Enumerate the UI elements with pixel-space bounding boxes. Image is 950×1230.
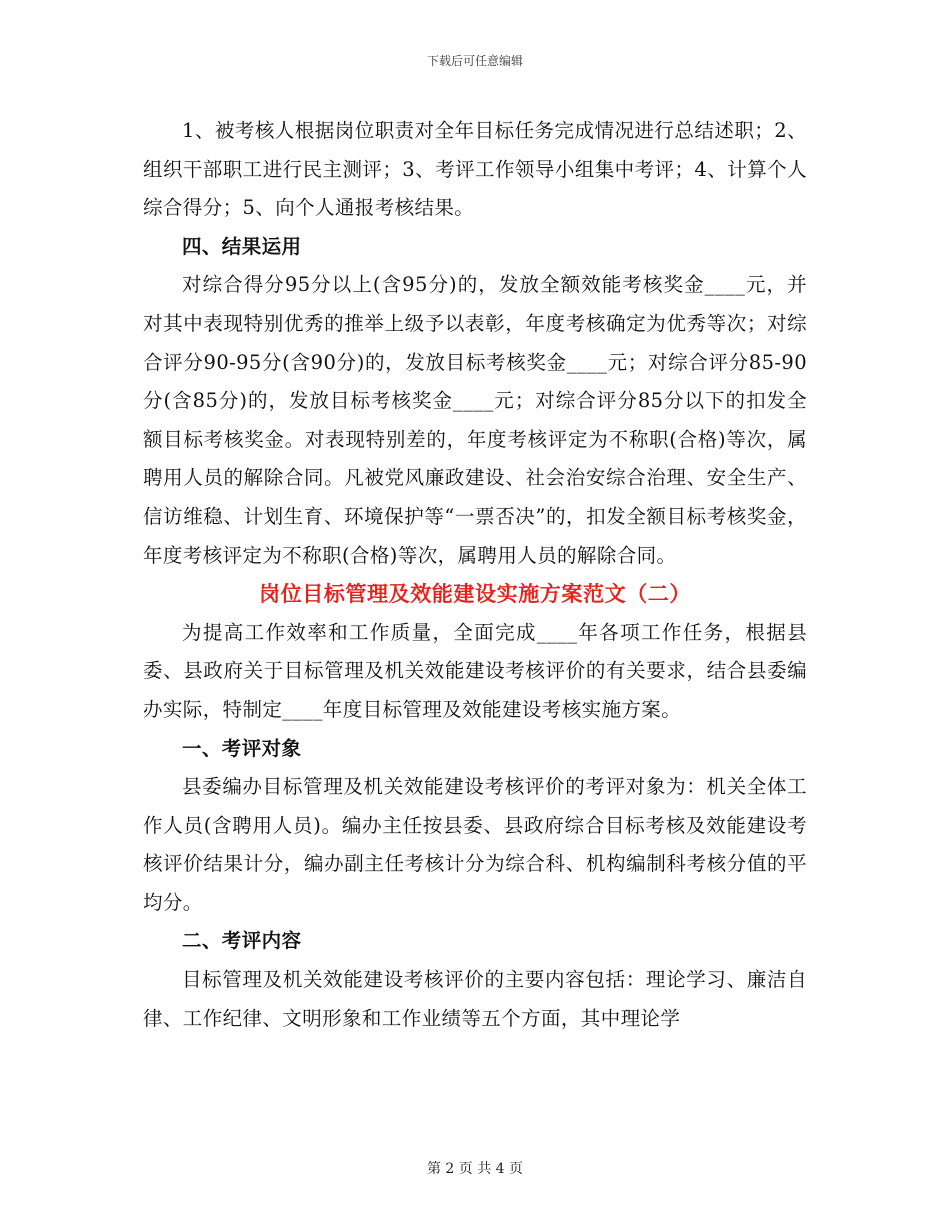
paragraph-intro: 为提高工作效率和工作质量，全面完成____年各项工作任务，根据县委、县政府关于目标管理及机关效能建设考核评价的有关要求，结合县委编办实际，特制定____年度目标管理及效能建设考核实施方案。 xyxy=(143,620,807,721)
document-body xyxy=(143,112,807,1038)
heading-assessment-content: 二、考评内容 xyxy=(182,929,302,953)
paragraph-result-application: 对综合得分95分以上(含95分)的，发放全额效能考核奖金____元，并对其中表现特别优秀的推举上级予以表彰，年度考核确定为优秀等次；对综合评分90-95分(含90分)的，发放目标考核奖金____元；对综合评分85-90分(含85分)的，发放目标考核奖金____元；对综合评分85分以下的扣发全额目标考核奖金。对表现特别差的，年度考核评定为不称职(合格)等次，属聘用人员的解除合同。凡被党风廉政建设、社会治安综合治理、安全生产、信访维稳、计划生育、环境保护等“一票否决”的，扣发全额目标考核奖金，年度考核评定为不称职(合格)等次，属聘用人员的解除合同。 xyxy=(143,273,807,567)
paragraph-assessment-content: 目标管理及机关效能建设考核评价的主要内容包括：理论学习、廉洁自律、工作纪律、文明形象和工作业绩等五个方面，其中理论学 xyxy=(143,968,807,1030)
heading-assessment-objects: 一、考评对象 xyxy=(182,736,302,760)
section-title: 岗位目标管理及效能建设实施方案范文（二） xyxy=(259,582,691,607)
page-footer: 第 2 页 共 4 页 xyxy=(426,1161,524,1177)
page-header: 下载后可任意编辑 xyxy=(426,54,523,68)
paragraph-assessment-objects: 县委编办目标管理及机关效能建设考核评价的考评对象为：机关全体工作人员(含聘用人员)。编办主任按县委、县政府综合目标考核及效能建设考核评价结果计分，编办副主任考核计分为综合科、机构编制科考核分值的平均分。 xyxy=(143,775,807,914)
heading-result-application: 四、结果运用 xyxy=(182,234,302,258)
paragraph-assessment-steps: 1、被考核人根据岗位职责对全年目标任务完成情况进行总结述职；2、组织干部职工进行民主测评；3、考评工作领导小组集中考评；4、计算个人综合得分；5、向个人通报考核结果。 xyxy=(143,119,807,220)
